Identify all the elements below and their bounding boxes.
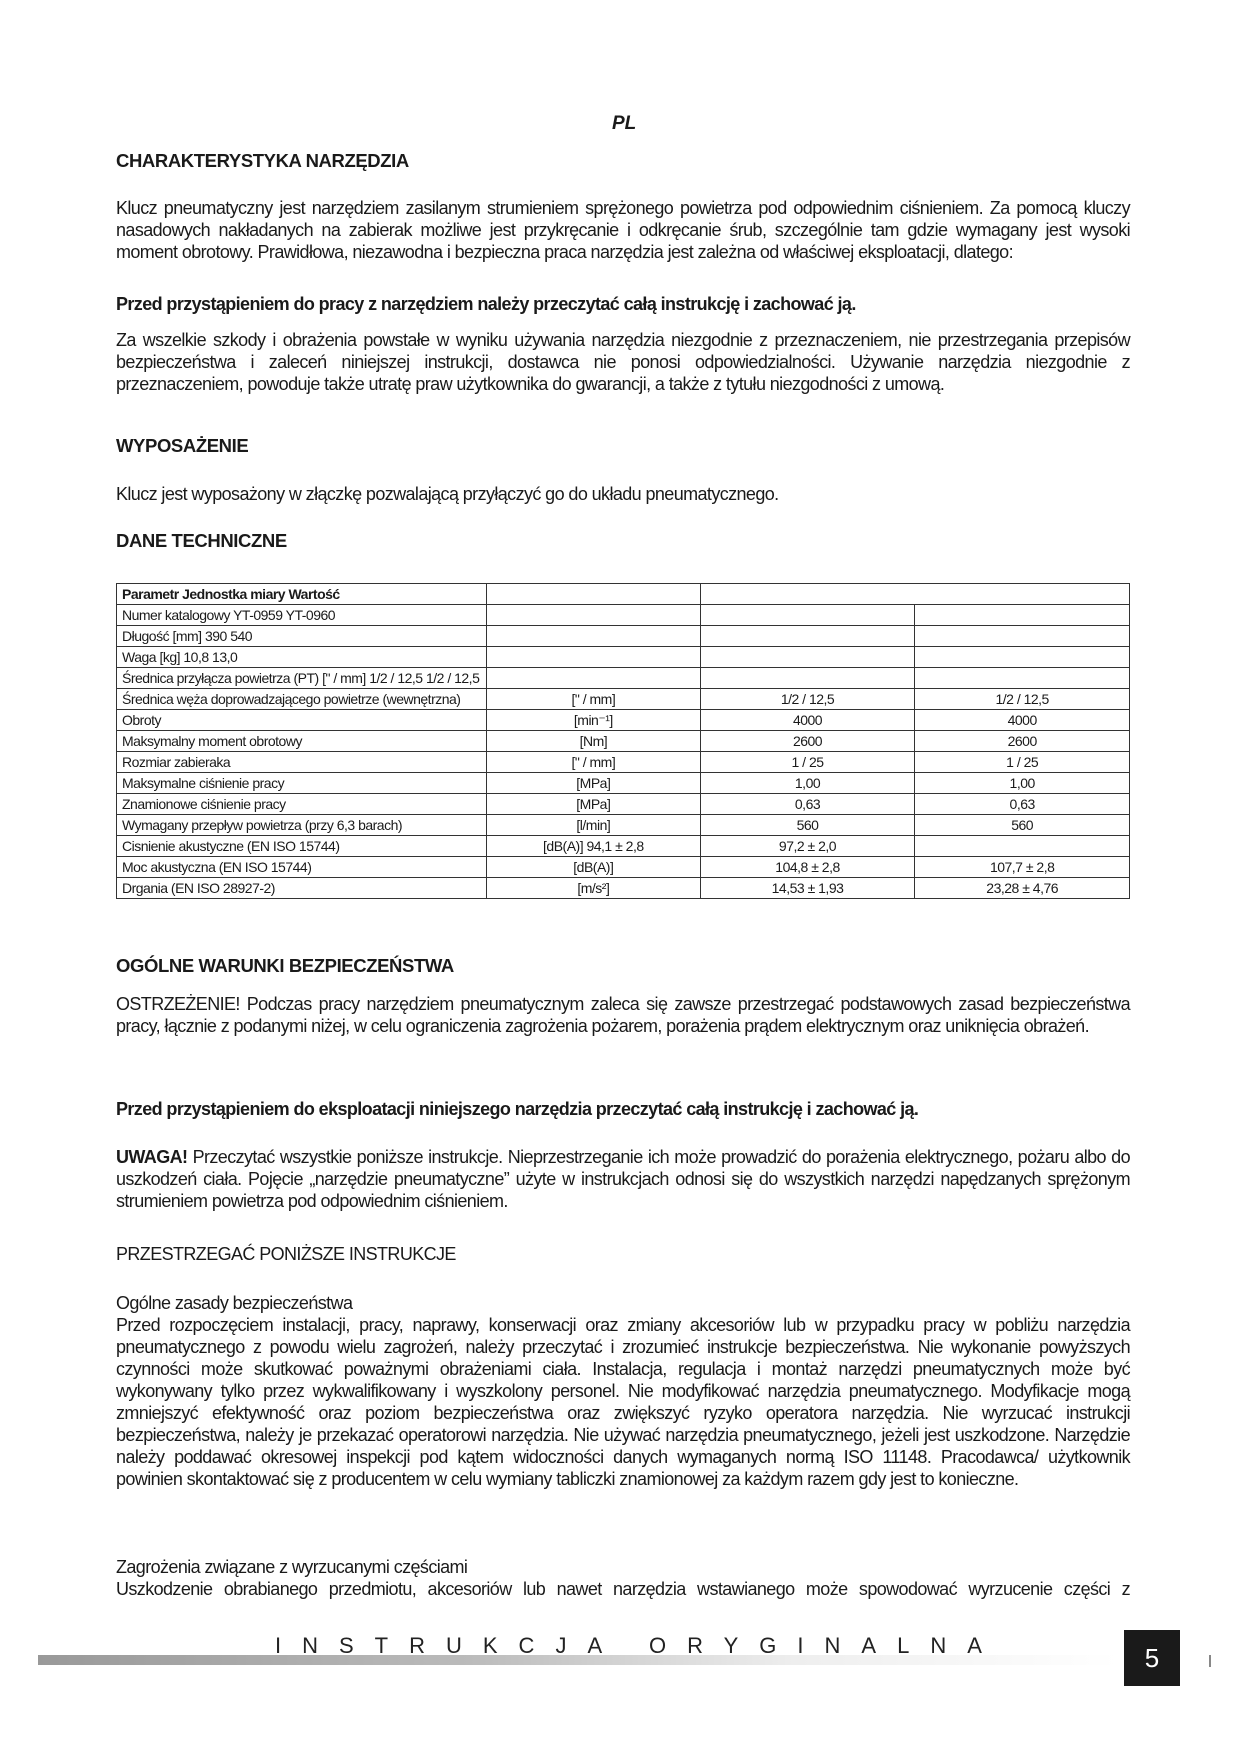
attention-text: Przeczytać wszystkie poniższe instrukcje. Nieprzestrzeganie ich może prowadzić do porażenia elektrycznego, pożaru albo do uszkodzeń ciała. Pojęcie „narzędzie pneumatyczne” użyte w instrukcjach odnosi się do wszystkich narzędzi napędzanych sprężonym strumieniem powietrza pod odpowiednim ciśnieniem. bbox=[116, 1147, 1130, 1211]
paragraph-attention bbox=[116, 1146, 1130, 1212]
table-cell: 2600 bbox=[700, 731, 915, 752]
table-cell: Średnica węża doprowadzającego powietrze (wewnętrzna) bbox=[117, 689, 487, 710]
table-cell: [" / mm] bbox=[486, 689, 700, 710]
subheading-ejected-parts: Zagrożenia związane z wyrzucanymi częściami bbox=[116, 1557, 468, 1577]
table-cell: 107,7 ± 2,8 bbox=[915, 857, 1130, 878]
table-cell: 1 / 25 bbox=[915, 752, 1130, 773]
table-cell: 1/2 / 12,5 bbox=[915, 689, 1130, 710]
table-cell: 0,63 bbox=[700, 794, 915, 815]
paragraph-equipment: Klucz jest wyposażony w złączkę pozwalającą przyłączyć go do układu pneumatycznego. bbox=[116, 484, 779, 504]
table-cell: Średnica przyłącza powietrza (PT) [" / mm] 1/2 / 12,5 1/2 / 12,5 bbox=[117, 668, 487, 689]
table-cell: [min⁻¹] bbox=[486, 710, 700, 731]
table-row bbox=[117, 626, 1130, 647]
table-cell: 0,63 bbox=[915, 794, 1130, 815]
table-cell: 97,2 ± 2,0 bbox=[700, 836, 915, 857]
language-code: PL bbox=[612, 113, 637, 134]
table-header-row bbox=[117, 584, 1130, 605]
paragraph-intro: Klucz pneumatyczny jest narzędziem zasilanym strumieniem sprężonego powietrza pod odpowiednim ciśnieniem. Za pomocą kluczy nasadowych nakładanych na zabierak możliwe jest przykręcanie i odkręcanie śrub, szczególnie tam gdzie wymagany jest wysoki moment obrotowy. Prawidłowa, niezawodna i bezpieczna praca narzędzia jest zależna od właściwej eksploatacji, dlatego: bbox=[116, 198, 1130, 262]
table-cell: [l/min] bbox=[486, 815, 700, 836]
table-cell: 1,00 bbox=[700, 773, 915, 794]
heading-equipment: WYPOSAŻENIE bbox=[116, 435, 249, 456]
table-cell: [" / mm] bbox=[486, 752, 700, 773]
paragraph-warning: OSTRZEŻENIE! Podczas pracy narzędziem pneumatycznym zaleca się zawsze przestrzegać podstawowych zasad bezpieczeństwa pracy, łącznie z podanymi niżej, w celu ograniczenia zagrożenia pożarem, porażenia prądem elektrycznym oraz uniknięcia obrażeń. bbox=[116, 994, 1130, 1036]
heading-safety: OGÓLNE WARUNKI BEZPIECZEŃSTWA bbox=[116, 955, 454, 976]
table-cell: Drgania (EN ISO 28927-2) bbox=[117, 878, 487, 899]
table-cell: [Nm] bbox=[486, 731, 700, 752]
table-row bbox=[117, 689, 1130, 710]
table-cell: 4000 bbox=[700, 710, 915, 731]
table-row bbox=[117, 647, 1130, 668]
paragraph-ejected-parts: Uszkodzenie obrabianego przedmiotu, akcesoriów lub nawet narzędzia wstawianego może spowodować wyrzucenie części z bbox=[116, 1579, 1130, 1599]
table-cell: Maksymalne ciśnienie pracy bbox=[117, 773, 487, 794]
heading-characteristics: CHARAKTERYSTYKA NARZĘDZIA bbox=[116, 150, 409, 171]
table-cell: 14,53 ± 1,93 bbox=[700, 878, 915, 899]
table-row bbox=[117, 878, 1130, 899]
table-cell: Wymagany przepływ powietrza (przy 6,3 barach) bbox=[117, 815, 487, 836]
table-cell: Długość [mm] 390 540 bbox=[117, 626, 487, 647]
table-cell: [dB(A)] 94,1 ± 2,8 bbox=[486, 836, 700, 857]
table-cell: Numer katalogowy YT-0959 YT-0960 bbox=[117, 605, 487, 626]
table-row bbox=[117, 752, 1130, 773]
table-cell bbox=[915, 836, 1130, 857]
subheading-general-rules: Ogólne zasady bezpieczeństwa bbox=[116, 1293, 353, 1313]
table-cell: 4000 bbox=[915, 710, 1130, 731]
table-cell: Znamionowe ciśnienie pracy bbox=[117, 794, 487, 815]
table-cell: Obroty bbox=[117, 710, 487, 731]
page-number: 5 bbox=[1124, 1630, 1180, 1686]
footer-title: INSTRUKCJA ORYGINALNA bbox=[275, 1633, 1003, 1658]
paragraph-read-before-use: Przed przystąpieniem do eksploatacji niniejszego narzędzia przeczytać całą instrukcję i zachować ją. bbox=[116, 1099, 919, 1119]
table-cell: [MPa] bbox=[486, 773, 700, 794]
table-cell: Cisnienie akustyczne (EN ISO 15744) bbox=[117, 836, 487, 857]
table-cell: 23,28 ± 4,76 bbox=[915, 878, 1130, 899]
table-row bbox=[117, 815, 1130, 836]
table-cell: 1,00 bbox=[915, 773, 1130, 794]
table-cell: Maksymalny moment obrotowy bbox=[117, 731, 487, 752]
paragraph-read-instructions: Przed przystąpieniem do pracy z narzędziem należy przeczytać całą instrukcję i zachować ją. bbox=[116, 294, 856, 314]
table-row bbox=[117, 731, 1130, 752]
technical-data-table bbox=[116, 583, 1130, 899]
table-cell: Waga [kg] 10,8 13,0 bbox=[117, 647, 487, 668]
table-cell: Moc akustyczna (EN ISO 15744) bbox=[117, 857, 487, 878]
table-row bbox=[117, 836, 1130, 857]
table-cell: 1/2 / 12,5 bbox=[700, 689, 915, 710]
table-cell: 104,8 ± 2,8 bbox=[700, 857, 915, 878]
attention-label: UWAGA! bbox=[116, 1147, 188, 1167]
table-header: Parametr Jednostka miary Wartość bbox=[117, 584, 487, 605]
table-cell: 560 bbox=[915, 815, 1130, 836]
footer-tick bbox=[1209, 1655, 1211, 1667]
table-row bbox=[117, 668, 1130, 689]
table-row bbox=[117, 794, 1130, 815]
table-cell: 560 bbox=[700, 815, 915, 836]
heading-technical-data: DANE TECHNICZNE bbox=[116, 530, 287, 551]
paragraph-follow-instructions: PRZESTRZEGAĆ PONIŻSZE INSTRUKCJE bbox=[116, 1244, 456, 1264]
table-cell: 2600 bbox=[915, 731, 1130, 752]
table-cell: Rozmiar zabieraka bbox=[117, 752, 487, 773]
table-cell: [MPa] bbox=[486, 794, 700, 815]
table-row bbox=[117, 773, 1130, 794]
table-row bbox=[117, 857, 1130, 878]
table-row bbox=[117, 605, 1130, 626]
table-cell: 1 / 25 bbox=[700, 752, 915, 773]
paragraph-liability: Za wszelkie szkody i obrażenia powstałe w wyniku używania narzędzia niezgodnie z przeznaczeniem, nie przestrzegania przepisów bezpieczeństwa i zaleceń niniejszej instrukcji, dostawca nie ponosi odpowiedzialności. Używanie narzędzia niezgodnie z przeznaczeniem, powoduje także utratę praw użytkownika do gwarancji, a także z tytułu niezgodności z umową. bbox=[116, 330, 1130, 394]
table-cell: [m/s²] bbox=[486, 878, 700, 899]
table-row bbox=[117, 710, 1130, 731]
paragraph-general-rules: Przed rozpoczęciem instalacji, pracy, naprawy, konserwacji oraz zmiany akcesoriów lub w przypadku pracy w pobliżu narzędzia pneumatycznego z powodu wielu zagrożeń, należy przeczytać i zrozumieć instrukcje bezpieczeństwa. Nie wykonanie powyższych czynności może skutkować poważnymi obrażeniami ciała. Instalacja, regulacja i montaż narzędzi pneumatycznych może być wykonywany tylko przez wykwalifikowany i wyszkolony personel. Nie modyfikować narzędzia pneumatycznego. Modyfikacje mogą zmniejszyć efektywność oraz poziom bezpieczeństwa oraz zwiększyć ryzyko operatora narzędzia. Nie wyrzucać instrukcji bezpieczeństwa, należy je przekazać operatorowi narzędzia. Nie używać narzędzia pneumatycznego, jeżeli jest uszkodzone. Narzędzie należy poddawać okresowej inspekcji pod kątem widoczności danych wymaganych normą ISO 11148. Pracodawca/ użytkownik powinien skontaktować się z producentem w celu wymiany tabliczki znamionowej za każdym razem gdy jest to konieczne. bbox=[116, 1315, 1130, 1489]
table-cell: [dB(A)] bbox=[486, 857, 700, 878]
